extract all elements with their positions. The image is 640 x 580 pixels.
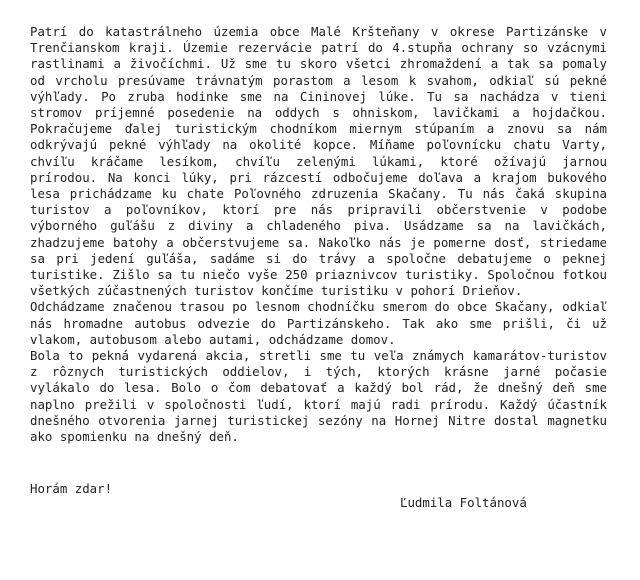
article-paragraph-3: Bola to pekná vydarená akcia, stretli sme tu veľa známych kamarátov-turistov z rôznych turistických oddielov, i tých, ktorých krásne jarné počasie vylákalo do lesa. Bolo o čom debatovať a každý bol rád, že dnešný deň sme naplno prežili v spoločnosti ľudí, ktorí majú radi prírodu. Každý účastník dnešného otvorenia jarnej turistickej sezóny na Hornej Nitre dostal magnetku ako spomienku na dnešný deň.: [30, 348, 607, 445]
article-paragraph-2: Odchádzame značenou trasou po lesnom chodníčku smerom do obce Skačany, odkiaľ nás hromadne autobus odvezie do Partizánskeho. Tak ako sme prišli, či už vlakom, autobusom alebo autami, odchádzame domov.: [30, 299, 607, 347]
article-body: [30, 24, 607, 445]
closing-greeting: Horám zdar!: [30, 481, 113, 496]
article-paragraph-1: Patrí do katastrálneho územia obce Malé Kršteňany v okrese Partizánske v Trenčianskom kraji. Územie rezervácie patrí do 4.stupňa ochrany so vzácnymi rastlinami a živočíchmi. Už sme tu skoro všetci zhromaždení a tak sa pomaly od vrcholu presúvame trávnatým porastom a lesom k svahom, odkiaľ sú pekné výhľady. Po zruba hodinke sme na Cininovej lúke. Tu sa nachádza v tieni stromov príjemné posedenie na oddych s ohniskom, lavičkami a hojdačkou. Pokračujeme ďalej turistickým chodníkom miernym stúpaním a znovu sa nám odkrývajú pekné výhľady na okolité kopce. Míňame poľovnícku chatu Varty, chvíľu kráčame lesíkom, chvíľu zelenými lúkami, ktoré ožívajú jarnou prírodou. Na konci lúky, pri rázcestí odbočujeme doľava a krajom bukového lesa prichádzame ku chate Poľovného zdruzenia Skačany. Tu nás čaká skupina turistov a poľovníkov, ktorí pre nás pripravili občerstvenie v podobe výborného guľášu z diviny a chladeného piva. Usádzame sa na lavičkách, zhadzujeme batohy a občerstvujeme sa. Nakoľko nás je pomerne dosť, striedame sa pri jedení guľáša, sadáme si do trávy a spoločne debatujeme o peknej turistike. Zišlo sa tu niečo vyše 250 priaznivcov turistiky. Spoločnou fotkou všetkých zúčastnených turistov končíme turistiku v pohorí Drieňov.: [30, 24, 607, 299]
author-signature: Ľudmila Foltánová: [400, 495, 527, 510]
